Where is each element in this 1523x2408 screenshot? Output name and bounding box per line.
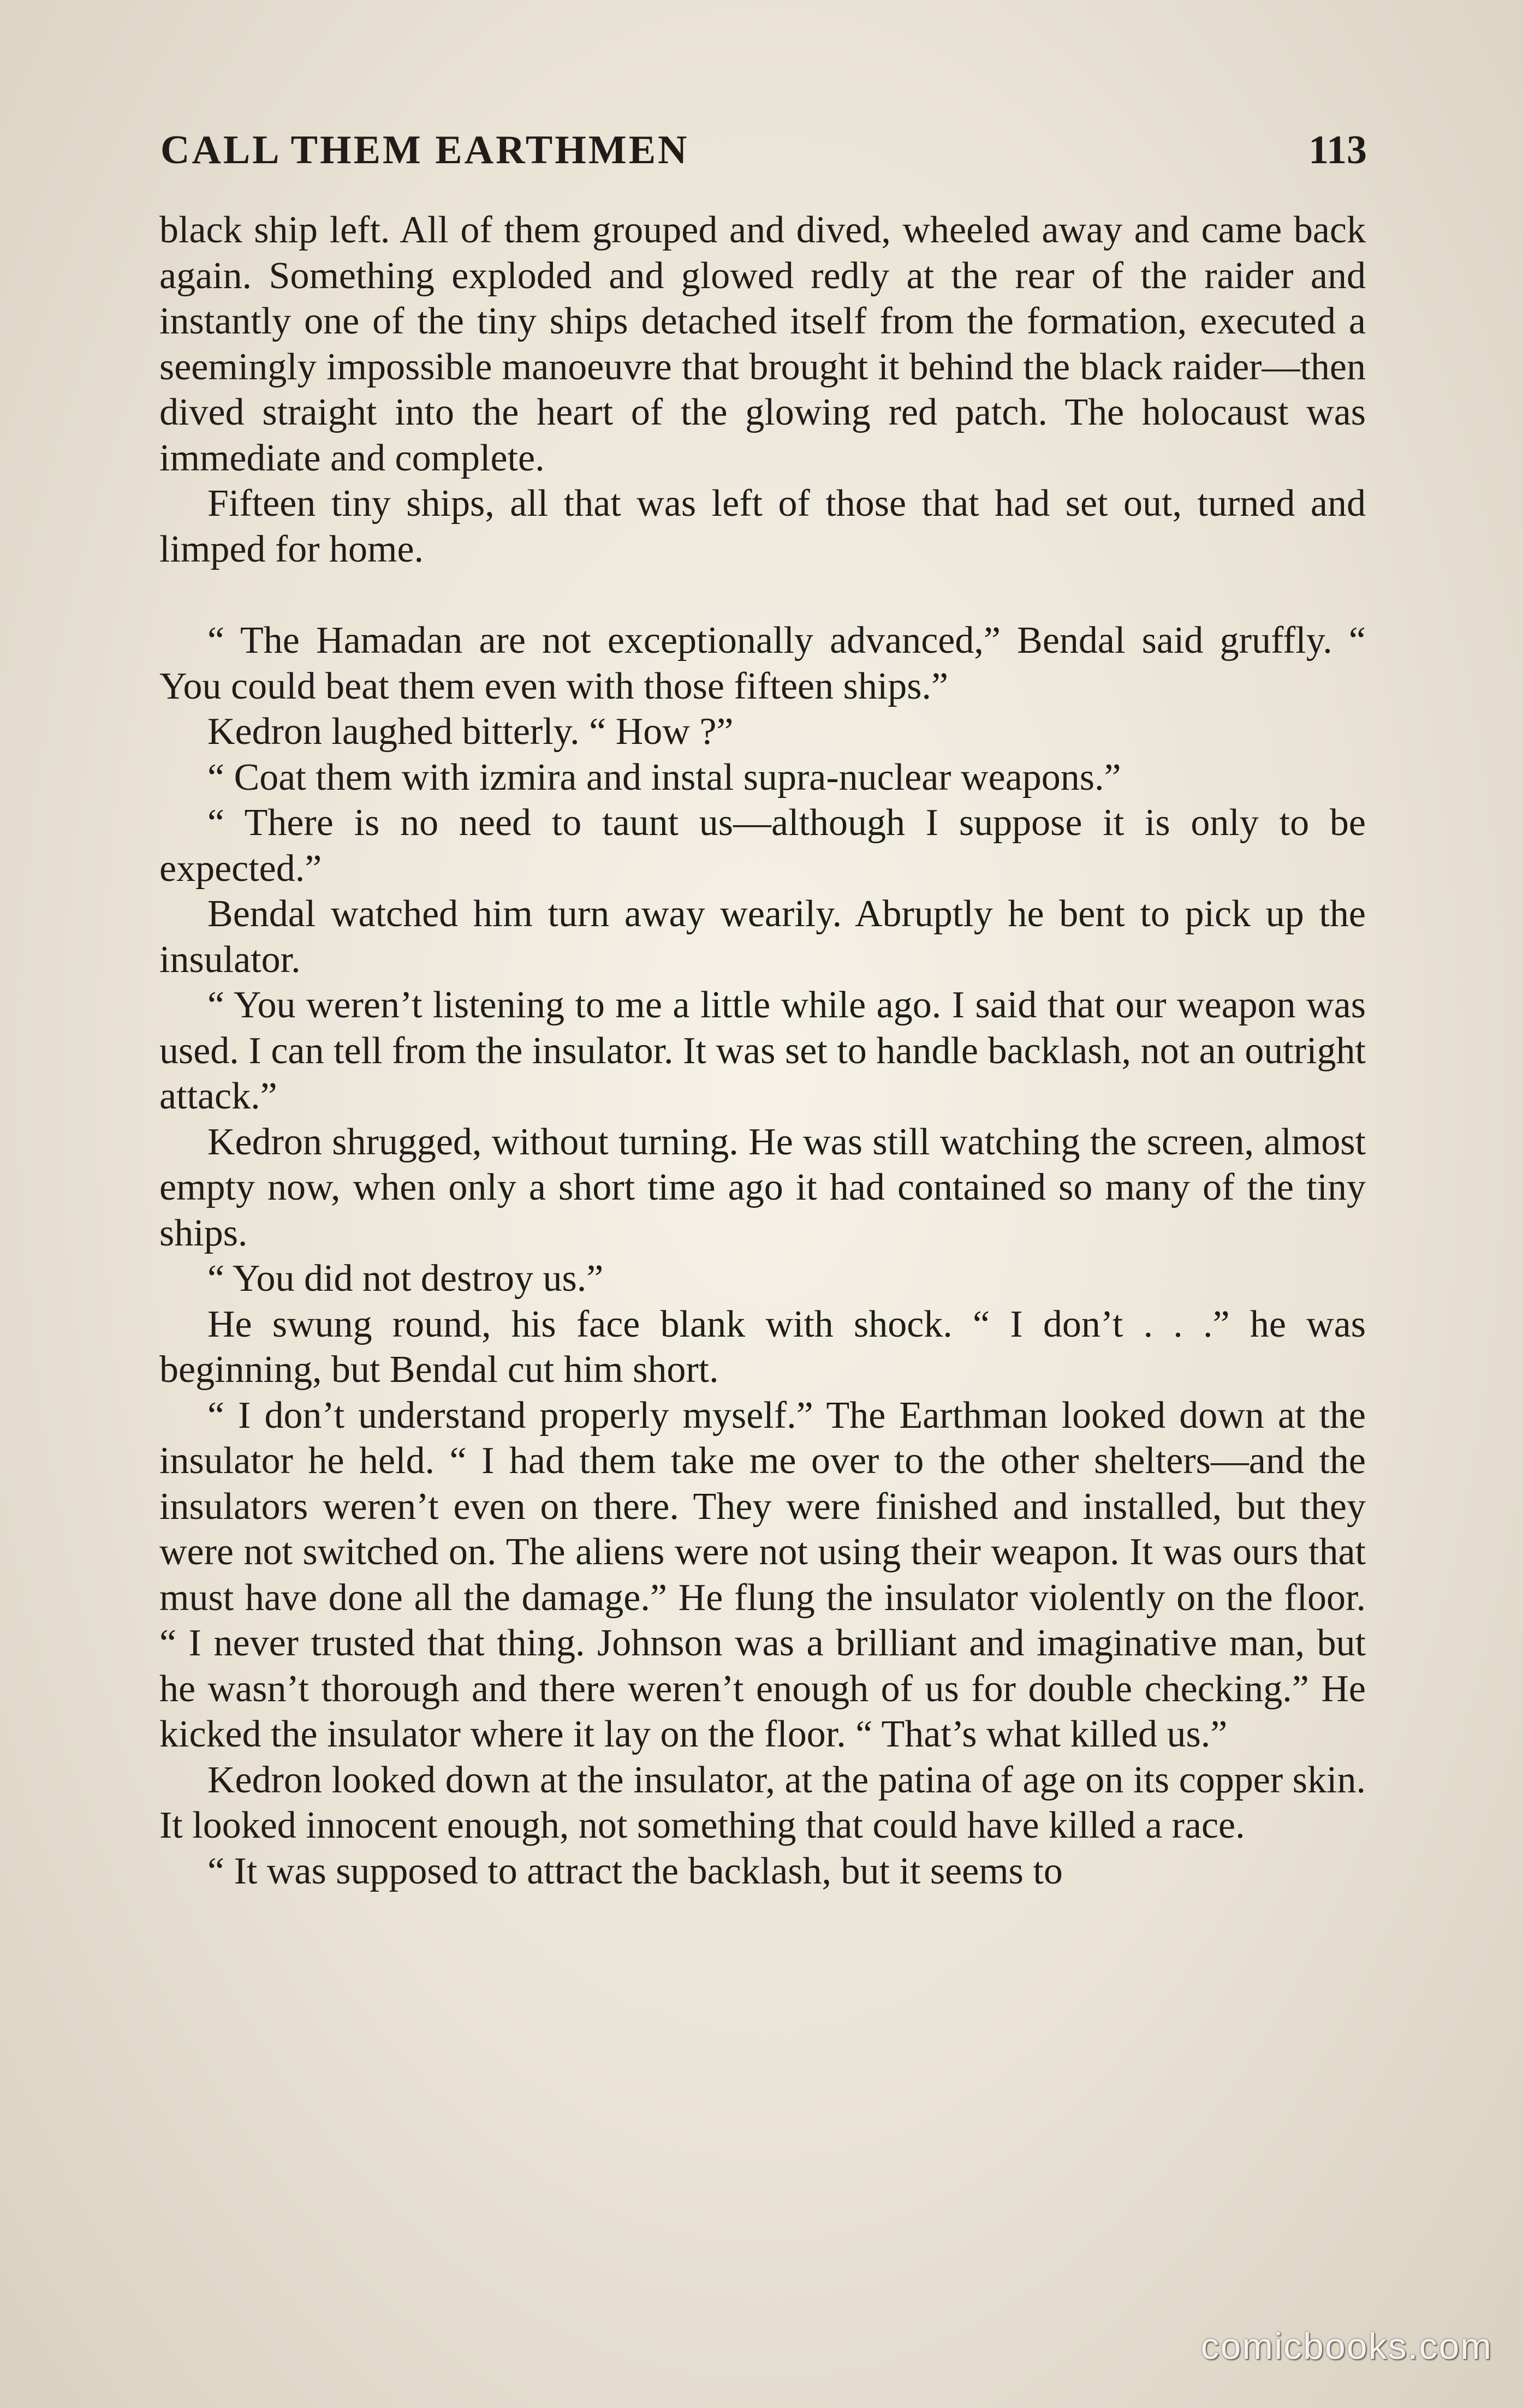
page-number: 113: [1308, 128, 1367, 172]
paragraph: Kedron laughed bitterly. “ How ?”: [207, 711, 734, 753]
paragraph: “ There is no need to taunt us—although I suppose it is only to be expected.”: [159, 802, 1366, 890]
paragraph: “ I don’t understand properly myself.” The Earthman looked down at the insulator he held. “ I had them take me over to the other shelters—and the insulators weren’t even on there. They were finished and installed, but they were not switched on. The aliens were not using their weapon. It was ours that must have done all the damage.” He flung the insulator violently on the floor. “ I never trusted that thing. Johnson was a brilliant and imaginative man, but he wasn’t thorough and there weren’t enough of us for double checking.” He kicked the insulator where it lay on the floor. “ That’s what killed us.”: [159, 1394, 1366, 1755]
paragraph: “ You weren’t listening to me a little while ago. I said that our weapon was used. I can tell from the insulator. It was set to handle backlash, not an outright attack.”: [159, 984, 1366, 1117]
watermark: comicbooks.com: [1200, 2326, 1492, 2367]
paragraph: “ You did not destroy us.”: [207, 1257, 604, 1300]
section-break: [159, 572, 1366, 618]
paragraph: “ The Hamadan are not exceptionally advanced,” Bendal said gruffly. “ You could beat them even with those fifteen ships.”: [159, 619, 1366, 707]
paragraph: Kedron shrugged, without turning. He was still watching the screen, almost empty now, when only a short time ago it had contained so many of the tiny ships.: [159, 1120, 1366, 1254]
paragraph: black ship left. All of them grouped and dived, wheeled away and came back again. Something exploded and glowed redly at the rear of the raider and instantly one of the tiny ships detached itself from the formation, executed a seemingly impossible manoeuvre that brought it behind the black raider—then dived straight into the heart of the glowing red patch. The holocaust was immediate and complete.: [159, 209, 1366, 479]
running-head: CALL THEM EARTHMEN: [160, 128, 689, 172]
paragraph: Bendal watched him turn away wearily. Abruptly he bent to pick up the insulator.: [159, 893, 1366, 981]
paragraph: He swung round, his face blank with shock. “ I don’t . . .” he was beginning, but Bendal cut him short.: [159, 1303, 1366, 1391]
page-header: [160, 120, 1367, 180]
paragraph: “ It was supposed to attract the backlash, but it seems to: [207, 1850, 1063, 1892]
body-text: [159, 207, 1366, 1894]
paragraph: “ Coat them with izmira and instal supra-nuclear weapons.”: [207, 756, 1121, 798]
paragraph: Kedron looked down at the insulator, at the patina of age on its copper skin. It looked innocent enough, not something that could have killed a race.: [159, 1759, 1366, 1846]
paragraph: Fifteen tiny ships, all that was left of those that had set out, turned and limped for home.: [159, 482, 1366, 570]
